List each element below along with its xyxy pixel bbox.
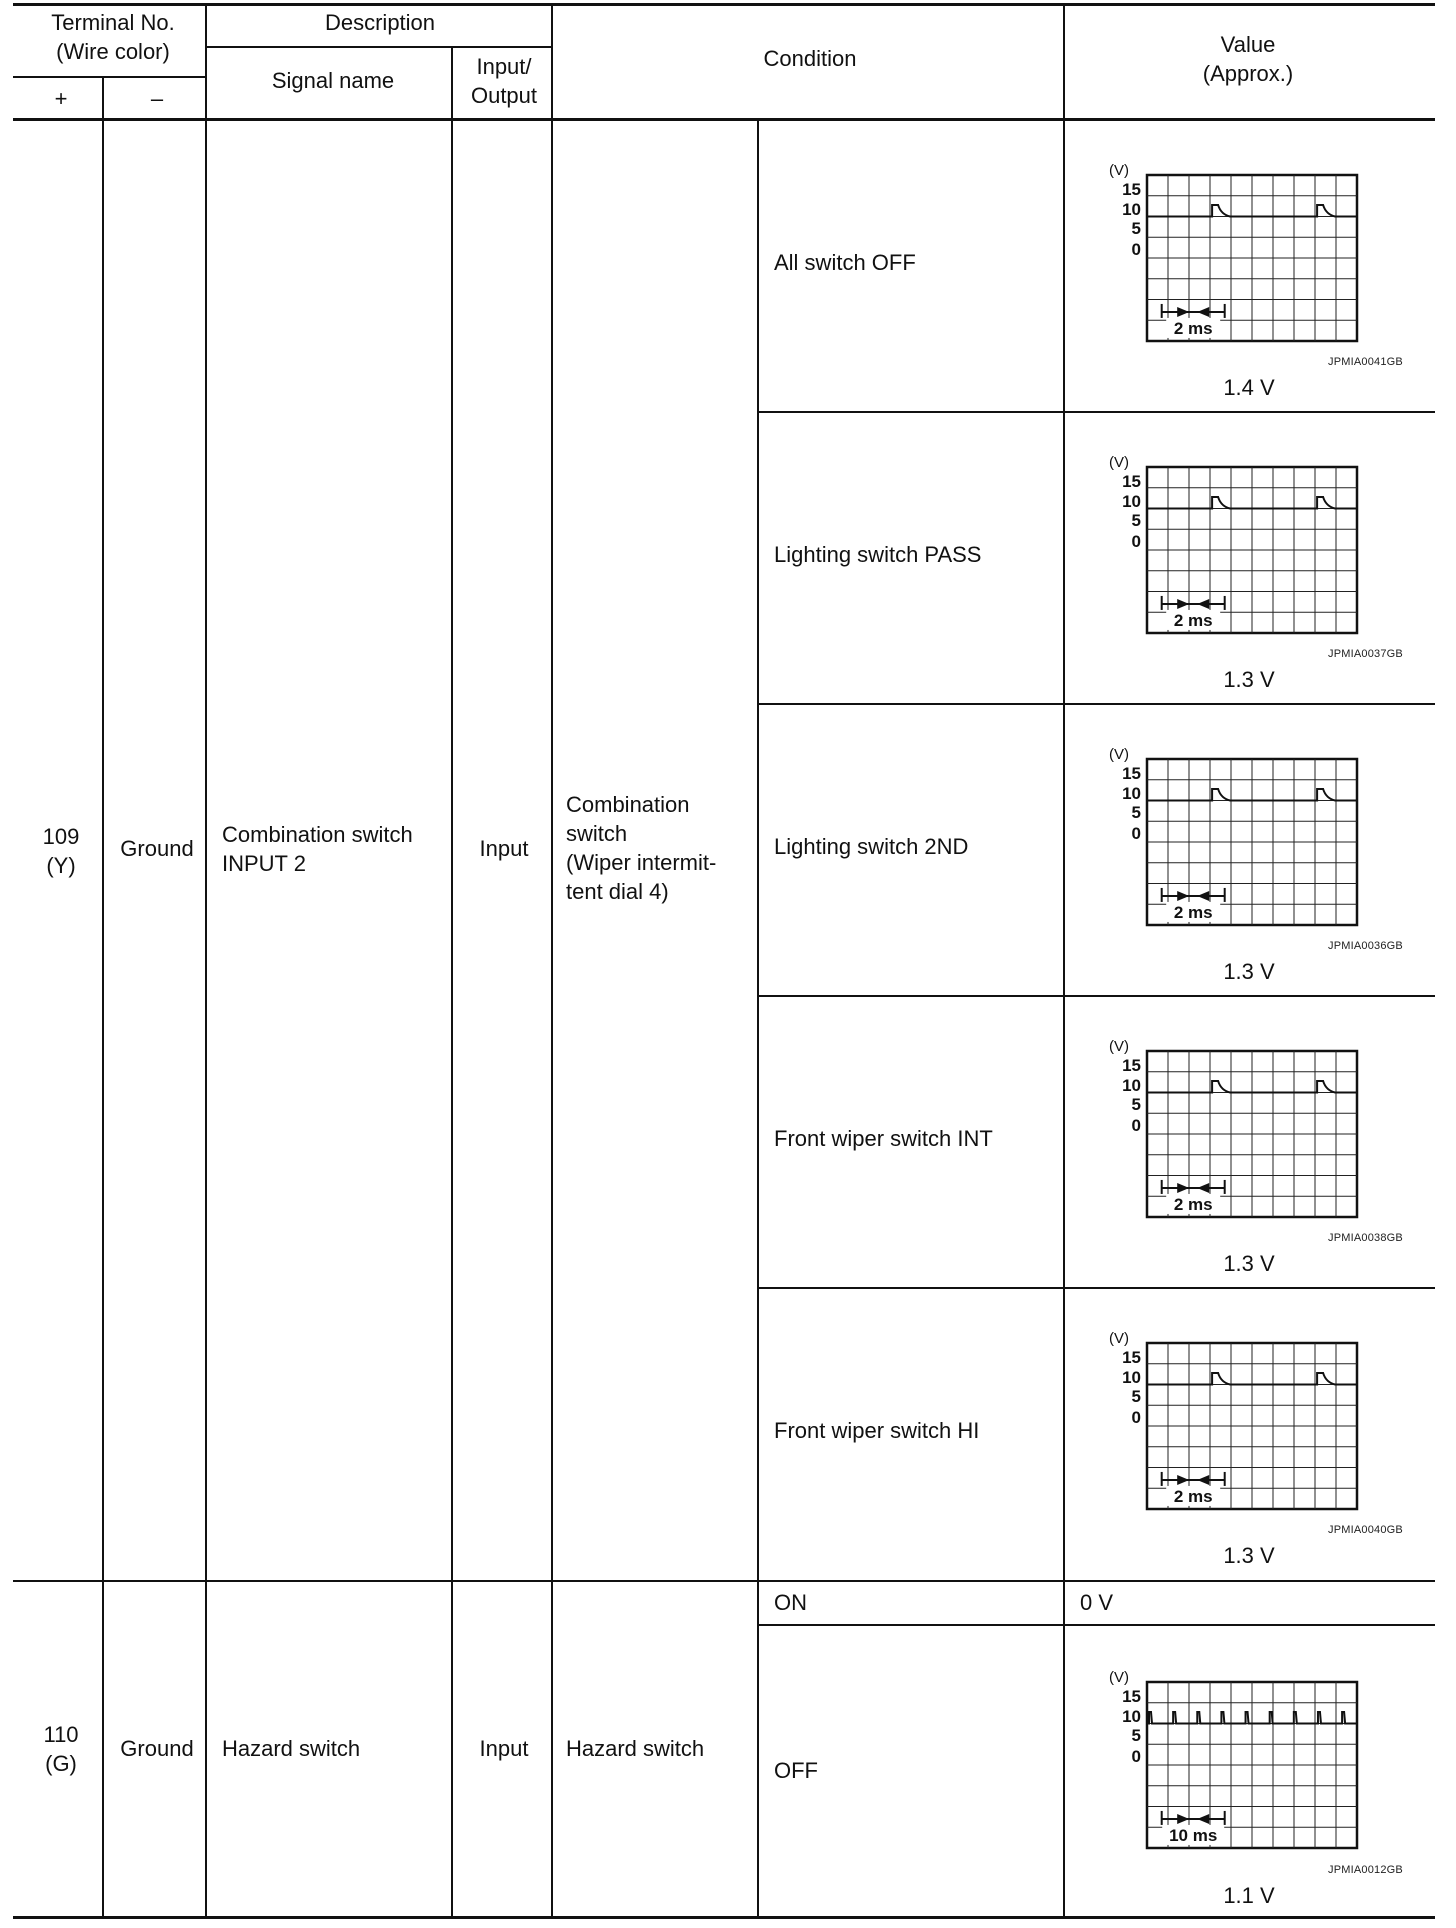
waveform-svg xyxy=(1105,1329,1365,1509)
waveform-scope xyxy=(1105,1037,1365,1217)
axis-tick-label: 10 xyxy=(1122,1368,1141,1387)
row-110-io: Input xyxy=(479,1736,529,1761)
axis-tick-label: 5 xyxy=(1131,219,1141,238)
waveform-svg xyxy=(1105,161,1365,341)
waveform-svg xyxy=(1105,1668,1365,1848)
rule-terminal-under xyxy=(13,76,205,78)
col-divider-condition xyxy=(757,118,759,1917)
header-signal-name: Signal name xyxy=(271,68,395,93)
waveform-svg xyxy=(1105,453,1365,633)
header-input-output: Input/ Output xyxy=(470,54,538,108)
row-109-sub-0-label: All switch OFF xyxy=(774,250,916,275)
header-plus: + xyxy=(54,86,68,111)
waveform-scope xyxy=(1105,1329,1365,1509)
axis-unit: (V) xyxy=(1109,1038,1129,1055)
header-terminal-no: Terminal No. (Wire color) xyxy=(51,10,175,64)
time-scale-label: 10 ms xyxy=(1169,1825,1218,1845)
figure-code: JPMIA0037GB xyxy=(1328,648,1403,660)
row-110-sub-on-label: ON xyxy=(774,1590,807,1615)
row-109-sub-3-label: Front wiper switch INT xyxy=(774,1126,993,1151)
col-divider-signal xyxy=(451,46,453,1917)
rule-row-separator xyxy=(13,1580,1435,1582)
axis-unit: (V) xyxy=(1109,746,1129,763)
row-110-terminal: 110 (G) xyxy=(43,1722,79,1776)
row-109-sub-2-label: Lighting switch 2ND xyxy=(774,834,969,859)
voltage-value: 1.3 V xyxy=(1223,1251,1275,1276)
row-109-signal: Combination switch INPUT 2 xyxy=(222,822,413,876)
row-110-sub-on-value: 0 V xyxy=(1080,1590,1114,1615)
time-scale-label: 2 ms xyxy=(1173,318,1213,338)
axis-tick-label: 0 xyxy=(1131,1116,1141,1135)
row-109-io: Input xyxy=(479,836,529,861)
col-divider-plus-minus xyxy=(102,76,104,1917)
col-divider-terminal xyxy=(205,4,207,1917)
row-110-ground: Ground xyxy=(120,1736,194,1761)
axis-tick-label: 10 xyxy=(1122,1076,1141,1095)
time-scale-label: 2 ms xyxy=(1173,1486,1213,1506)
voltage-value: 1.3 V xyxy=(1223,959,1275,984)
header-description: Description xyxy=(324,10,436,35)
figure-code: JPMIA0012GB xyxy=(1328,1864,1403,1876)
figure-code: JPMIA0041GB xyxy=(1328,356,1403,368)
rule-description-under xyxy=(205,46,552,48)
header-minus: – xyxy=(150,86,164,111)
col-divider-value xyxy=(1063,4,1065,1917)
axis-tick-label: 10 xyxy=(1122,492,1141,511)
axis-tick-label: 0 xyxy=(1131,824,1141,843)
axis-tick-label: 15 xyxy=(1122,1056,1141,1075)
voltage-value: 1.3 V xyxy=(1223,667,1275,692)
rule-sub-2 xyxy=(757,703,1435,705)
axis-tick-label: 5 xyxy=(1131,1726,1141,1745)
row-110-condition: Hazard switch xyxy=(566,1736,705,1761)
time-scale-label: 2 ms xyxy=(1173,902,1213,922)
axis-tick-label: 15 xyxy=(1122,472,1141,491)
row-109-sub-4-label: Front wiper switch HI xyxy=(774,1418,980,1443)
row-109-sub-1-label: Lighting switch PASS xyxy=(774,542,982,567)
axis-tick-label: 10 xyxy=(1122,1707,1141,1726)
axis-tick-label: 0 xyxy=(1131,240,1141,259)
row-110-sub-off-label: OFF xyxy=(774,1758,818,1783)
row-109-condition: Combination switch (Wiper intermit- tent dial 4) xyxy=(566,792,717,904)
figure-code: JPMIA0036GB xyxy=(1328,940,1403,952)
time-scale-label: 2 ms xyxy=(1173,1194,1213,1214)
axis-unit: (V) xyxy=(1109,1330,1129,1347)
rule-sub-3 xyxy=(757,995,1435,997)
axis-tick-label: 15 xyxy=(1122,764,1141,783)
waveform-scope xyxy=(1105,745,1365,925)
row-109-ground: Ground xyxy=(120,836,194,861)
waveform-scope xyxy=(1105,1668,1365,1848)
waveform-svg xyxy=(1105,1037,1365,1217)
rule-sub-1 xyxy=(757,411,1435,413)
rule-sub-4 xyxy=(757,1287,1435,1289)
axis-unit: (V) xyxy=(1109,1669,1129,1686)
figure-code: JPMIA0038GB xyxy=(1328,1232,1403,1244)
axis-tick-label: 5 xyxy=(1131,1387,1141,1406)
axis-tick-label: 5 xyxy=(1131,1095,1141,1114)
row-109-terminal: 109 (Y) xyxy=(42,824,80,878)
axis-tick-label: 0 xyxy=(1131,1408,1141,1427)
voltage-value: 1.4 V xyxy=(1223,375,1275,400)
figure-code: JPMIA0040GB xyxy=(1328,1524,1403,1536)
axis-tick-label: 10 xyxy=(1122,200,1141,219)
axis-tick-label: 0 xyxy=(1131,1747,1141,1766)
axis-tick-label: 0 xyxy=(1131,532,1141,551)
axis-tick-label: 10 xyxy=(1122,784,1141,803)
col-divider-description xyxy=(551,4,553,1917)
header-value: Value (Approx.) xyxy=(1202,32,1294,86)
axis-tick-label: 15 xyxy=(1122,1687,1141,1706)
header-bottom-border xyxy=(13,118,1435,121)
waveform-scope xyxy=(1105,453,1365,633)
voltage-value: 1.1 V xyxy=(1223,1883,1275,1908)
axis-tick-label: 5 xyxy=(1131,803,1141,822)
table-bottom-border xyxy=(13,1916,1435,1919)
axis-tick-label: 5 xyxy=(1131,511,1141,530)
axis-tick-label: 15 xyxy=(1122,180,1141,199)
axis-unit: (V) xyxy=(1109,454,1129,471)
axis-tick-label: 15 xyxy=(1122,1348,1141,1367)
row-110-signal: Hazard switch xyxy=(222,1736,361,1761)
waveform-scope xyxy=(1105,161,1365,341)
axis-unit: (V) xyxy=(1109,162,1129,179)
voltage-value: 1.3 V xyxy=(1223,1543,1275,1568)
rule-sub-on xyxy=(757,1624,1435,1626)
table-top-border xyxy=(13,3,1435,6)
time-scale-label: 2 ms xyxy=(1173,610,1213,630)
header-condition: Condition xyxy=(763,46,857,71)
waveform-svg xyxy=(1105,745,1365,925)
